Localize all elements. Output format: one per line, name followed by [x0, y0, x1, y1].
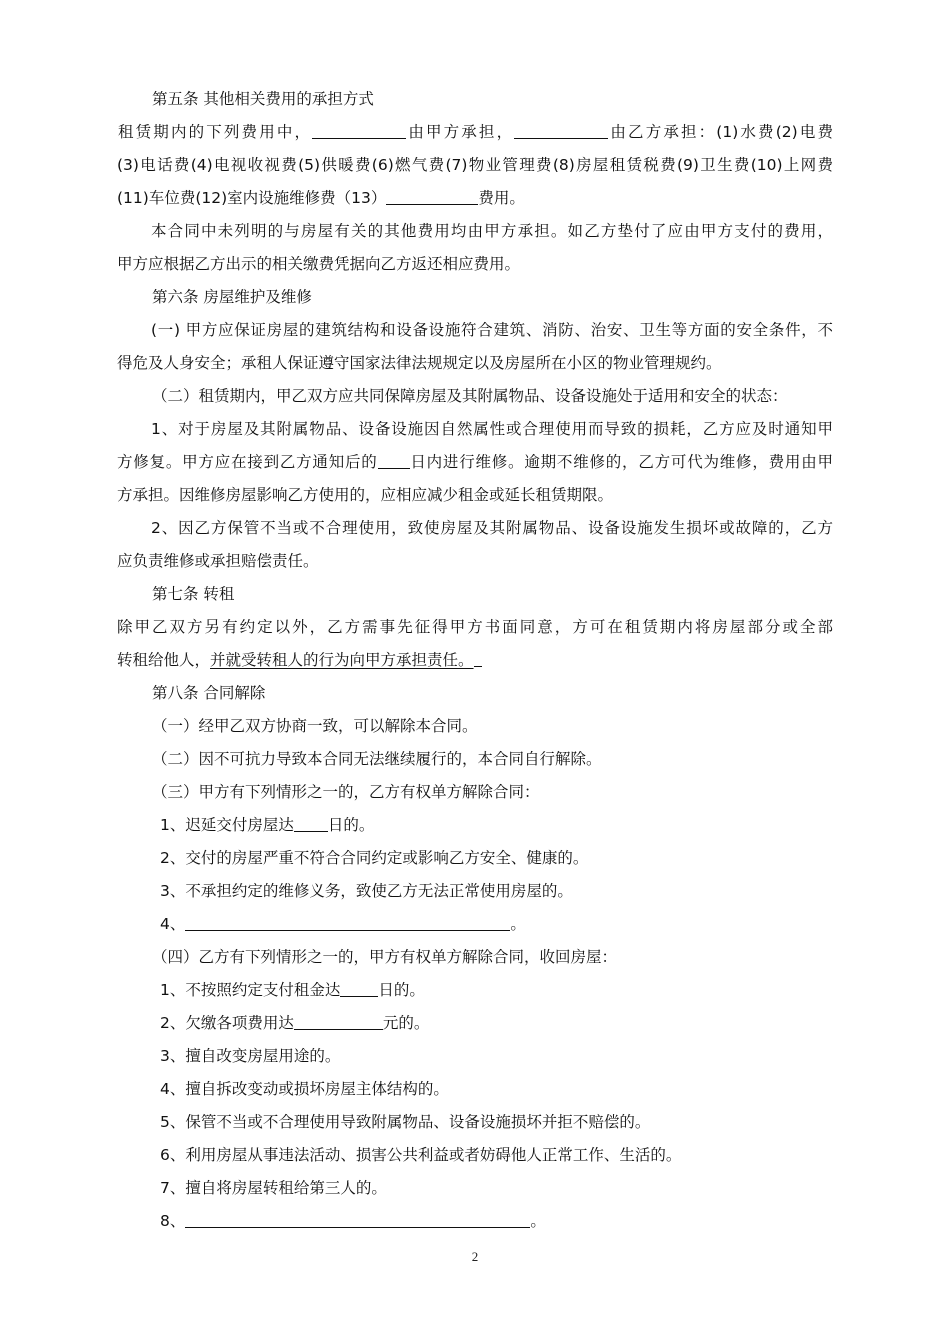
article8-clause3-item2: 2、交付的房屋严重不符合合同约定或影响乙方安全、健康的。 — [160, 849, 589, 867]
article8-clause4-item4: 4、擅自拆改变动或损坏房屋主体结构的。 — [160, 1080, 449, 1098]
article6-heading: 第六条 房屋维护及维修 — [152, 288, 312, 306]
article7-line2: 转租给他人，并就受转租人的行为向甲方承担责任。 — [117, 650, 482, 670]
article6-para1-line2: 得危及人身安全；承租人保证遵守国家法律法规规定以及房屋所在小区的物业管理规约。 — [117, 354, 722, 372]
blank-field[interactable] — [312, 123, 406, 139]
article6-item2-line2: 应负责维修或承担赔偿责任。 — [117, 552, 319, 570]
article5-para1-line2: (3)电话费(4)电视收视费(5)供暖费(6)燃气费(7)物业管理费(8)房屋租赁税费(9)卫生费(10)上网费 — [117, 156, 833, 174]
article8-clause2: （二）因不可抗力导致本合同无法继续履行的，本合同自行解除。 — [152, 750, 602, 768]
blank-field[interactable] — [185, 1212, 530, 1228]
article8-clause4-item5: 5、保管不当或不合理使用导致附属物品、设备设施损坏并拒不赔偿的。 — [160, 1113, 651, 1131]
blank-field[interactable] — [378, 453, 410, 469]
article6-item1-line3: 方承担。因维修房屋影响乙方使用的，应相应减少租金或延长租赁期限。 — [117, 486, 614, 504]
article6-item2-line1: 2、因乙方保管不当或不合理使用，致使房屋及其附属物品、设备设施发生损坏或故障的，乙方 — [151, 519, 833, 537]
article8-clause3: （三）甲方有下列情形之一的，乙方有权单方解除合同： — [152, 783, 540, 801]
article6-para1-line1: (一) 甲方应保证房屋的建筑结构和设备设施符合建筑、消防、治安、卫生等方面的安全条件，不 — [151, 321, 833, 339]
blank-field[interactable] — [340, 981, 378, 997]
article8-clause4-item3: 3、擅自改变房屋用途的。 — [160, 1047, 341, 1065]
article8-clause4-item2: 2、欠缴各项费用达 元的。 — [160, 1014, 430, 1032]
article5-heading: 第五条 其他相关费用的承担方式 — [152, 90, 374, 108]
blank-field[interactable] — [514, 123, 608, 139]
article6-para2: （二）租赁期内，甲乙双方应共同保障房屋及其附属物品、设备设施处于适用和安全的状态： — [152, 387, 788, 405]
article5-para2-line1: 本合同中未列明的与房屋有关的其他费用均由甲方承担。如乙方垫付了应由甲方支付的费用， — [151, 222, 833, 240]
article8-heading: 第八条 合同解除 — [152, 684, 266, 702]
blank-field[interactable] — [185, 915, 510, 931]
article8-clause1: （一）经甲乙双方协商一致，可以解除本合同。 — [152, 717, 478, 735]
article8-clause4-item7: 7、擅自将房屋转租给第三人的。 — [160, 1179, 387, 1197]
article8-clause3-item3: 3、不承担约定的维修义务，致使乙方无法正常使用房屋的。 — [160, 882, 573, 900]
article8-clause4-item8: 8、 。 — [160, 1212, 546, 1230]
article8-clause4-item1: 1、不按照约定支付租金达 日的。 — [160, 981, 425, 999]
article8-clause3-item1: 1、迟延交付房屋达 日的。 — [160, 816, 375, 834]
article5-para1-line1: 租赁期内的下列费用中， 由甲方承担， 由乙方承担：(1)水费(2)电费 — [118, 123, 833, 141]
article7-line1: 除甲乙双方另有约定以外，乙方需事先征得甲方书面同意，方可在租赁期内将房屋部分或全部 — [117, 618, 833, 636]
blank-field[interactable] — [294, 1014, 383, 1030]
blank-field[interactable] — [294, 816, 328, 832]
article8-clause4: （四）乙方有下列情形之一的，甲方有权单方解除合同，收回房屋： — [152, 948, 618, 966]
article8-clause3-item4: 4、 。 — [160, 915, 526, 933]
article6-item1-line2: 方修复。甲方应在接到乙方通知后的 日内进行维修。逾期不维修的，乙方可代为维修，费用由甲 — [117, 453, 833, 471]
article6-item1-line1: 1、对于房屋及其附属物品、设备设施因自然属性或合理使用而导致的损耗，乙方应及时通知甲 — [151, 420, 833, 438]
article5-para1-line3: (11)车位费(12)室内设施维修费（13） 费用。 — [117, 189, 525, 207]
blank-field[interactable] — [386, 189, 478, 205]
article5-para2-line2: 甲方应根据乙方出示的相关缴费凭据向乙方返还相应费用。 — [117, 255, 521, 273]
article8-clause4-item6: 6、利用房屋从事违法活动、损害公共利益或者妨碍他人正常工作、生活的。 — [160, 1146, 682, 1164]
article7-heading: 第七条 转租 — [152, 585, 235, 603]
page-number: 2 — [471, 1249, 479, 1264]
